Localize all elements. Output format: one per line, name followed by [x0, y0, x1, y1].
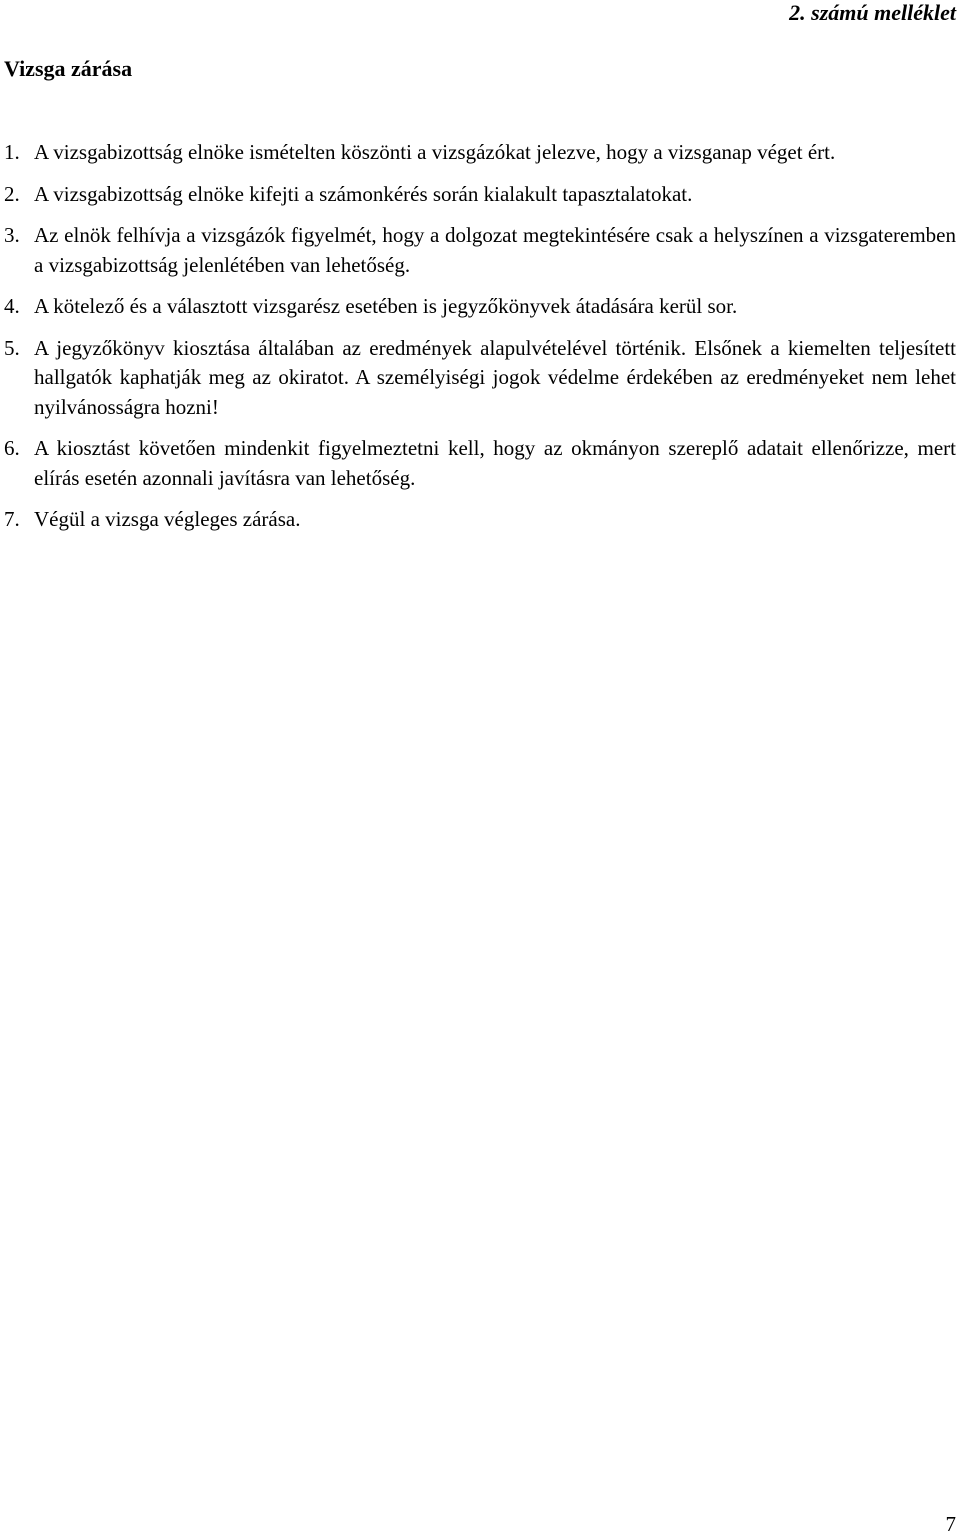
step-number: 2.	[4, 181, 20, 206]
step-number: 5.	[4, 335, 20, 360]
list-item	[4, 180, 956, 210]
step-text: A kiosztást követően mindenkit figyelmeztetni kell, hogy az okmányon szereplő adatait ellenőrizze, mert elírás esetén azonnali javításra van lehetőség.	[34, 436, 956, 490]
step-text: A jegyzőkönyv kiosztása általában az eredmények alapulvételével történik. Elsőnek a kiemelten teljesített hallgatók kaphatják meg az okiratot. A személyiségi jogok védelme érdekében az eredményeket nem lehet nyilvánosságra hozni!	[34, 335, 956, 419]
list-item	[4, 505, 956, 535]
step-text: A vizsgabizottság elnöke ismételten köszönti a vizsgázókat jelezve, hogy a vizsganap véget ért.	[34, 140, 836, 164]
annex-label: 2. számú melléklet	[789, 0, 956, 25]
list-item	[4, 221, 956, 280]
step-number: 6.	[4, 436, 20, 460]
document-title: Vizsga zárása	[4, 56, 133, 81]
step-text: Végül a vizsga végleges zárása.	[34, 507, 301, 531]
step-number: 4.	[4, 294, 20, 318]
step-number: 3.	[4, 223, 20, 247]
step-text: A kötelező és a választott vizsgarész esetében is jegyzőkönyvek átadására kerül sor.	[34, 294, 738, 318]
page-number: 7	[945, 1512, 956, 1536]
step-text: Az elnök felhívja a vizsgázók figyelmét, hogy a dolgozat megtekintésére csak a helyszínen a vizsgateremben a vizsgabizottság jelenlétében van lehetőség.	[34, 223, 956, 277]
list-item	[4, 334, 956, 423]
list-item	[4, 434, 956, 493]
step-number: 7.	[4, 507, 20, 531]
step-number: 1.	[4, 140, 20, 164]
closing-steps-list	[4, 138, 956, 547]
step-text: A vizsgabizottság elnöke kifejti a számonkérés során kialakult tapasztalatokat.	[34, 181, 693, 206]
list-item	[4, 292, 956, 322]
list-item	[4, 138, 956, 168]
